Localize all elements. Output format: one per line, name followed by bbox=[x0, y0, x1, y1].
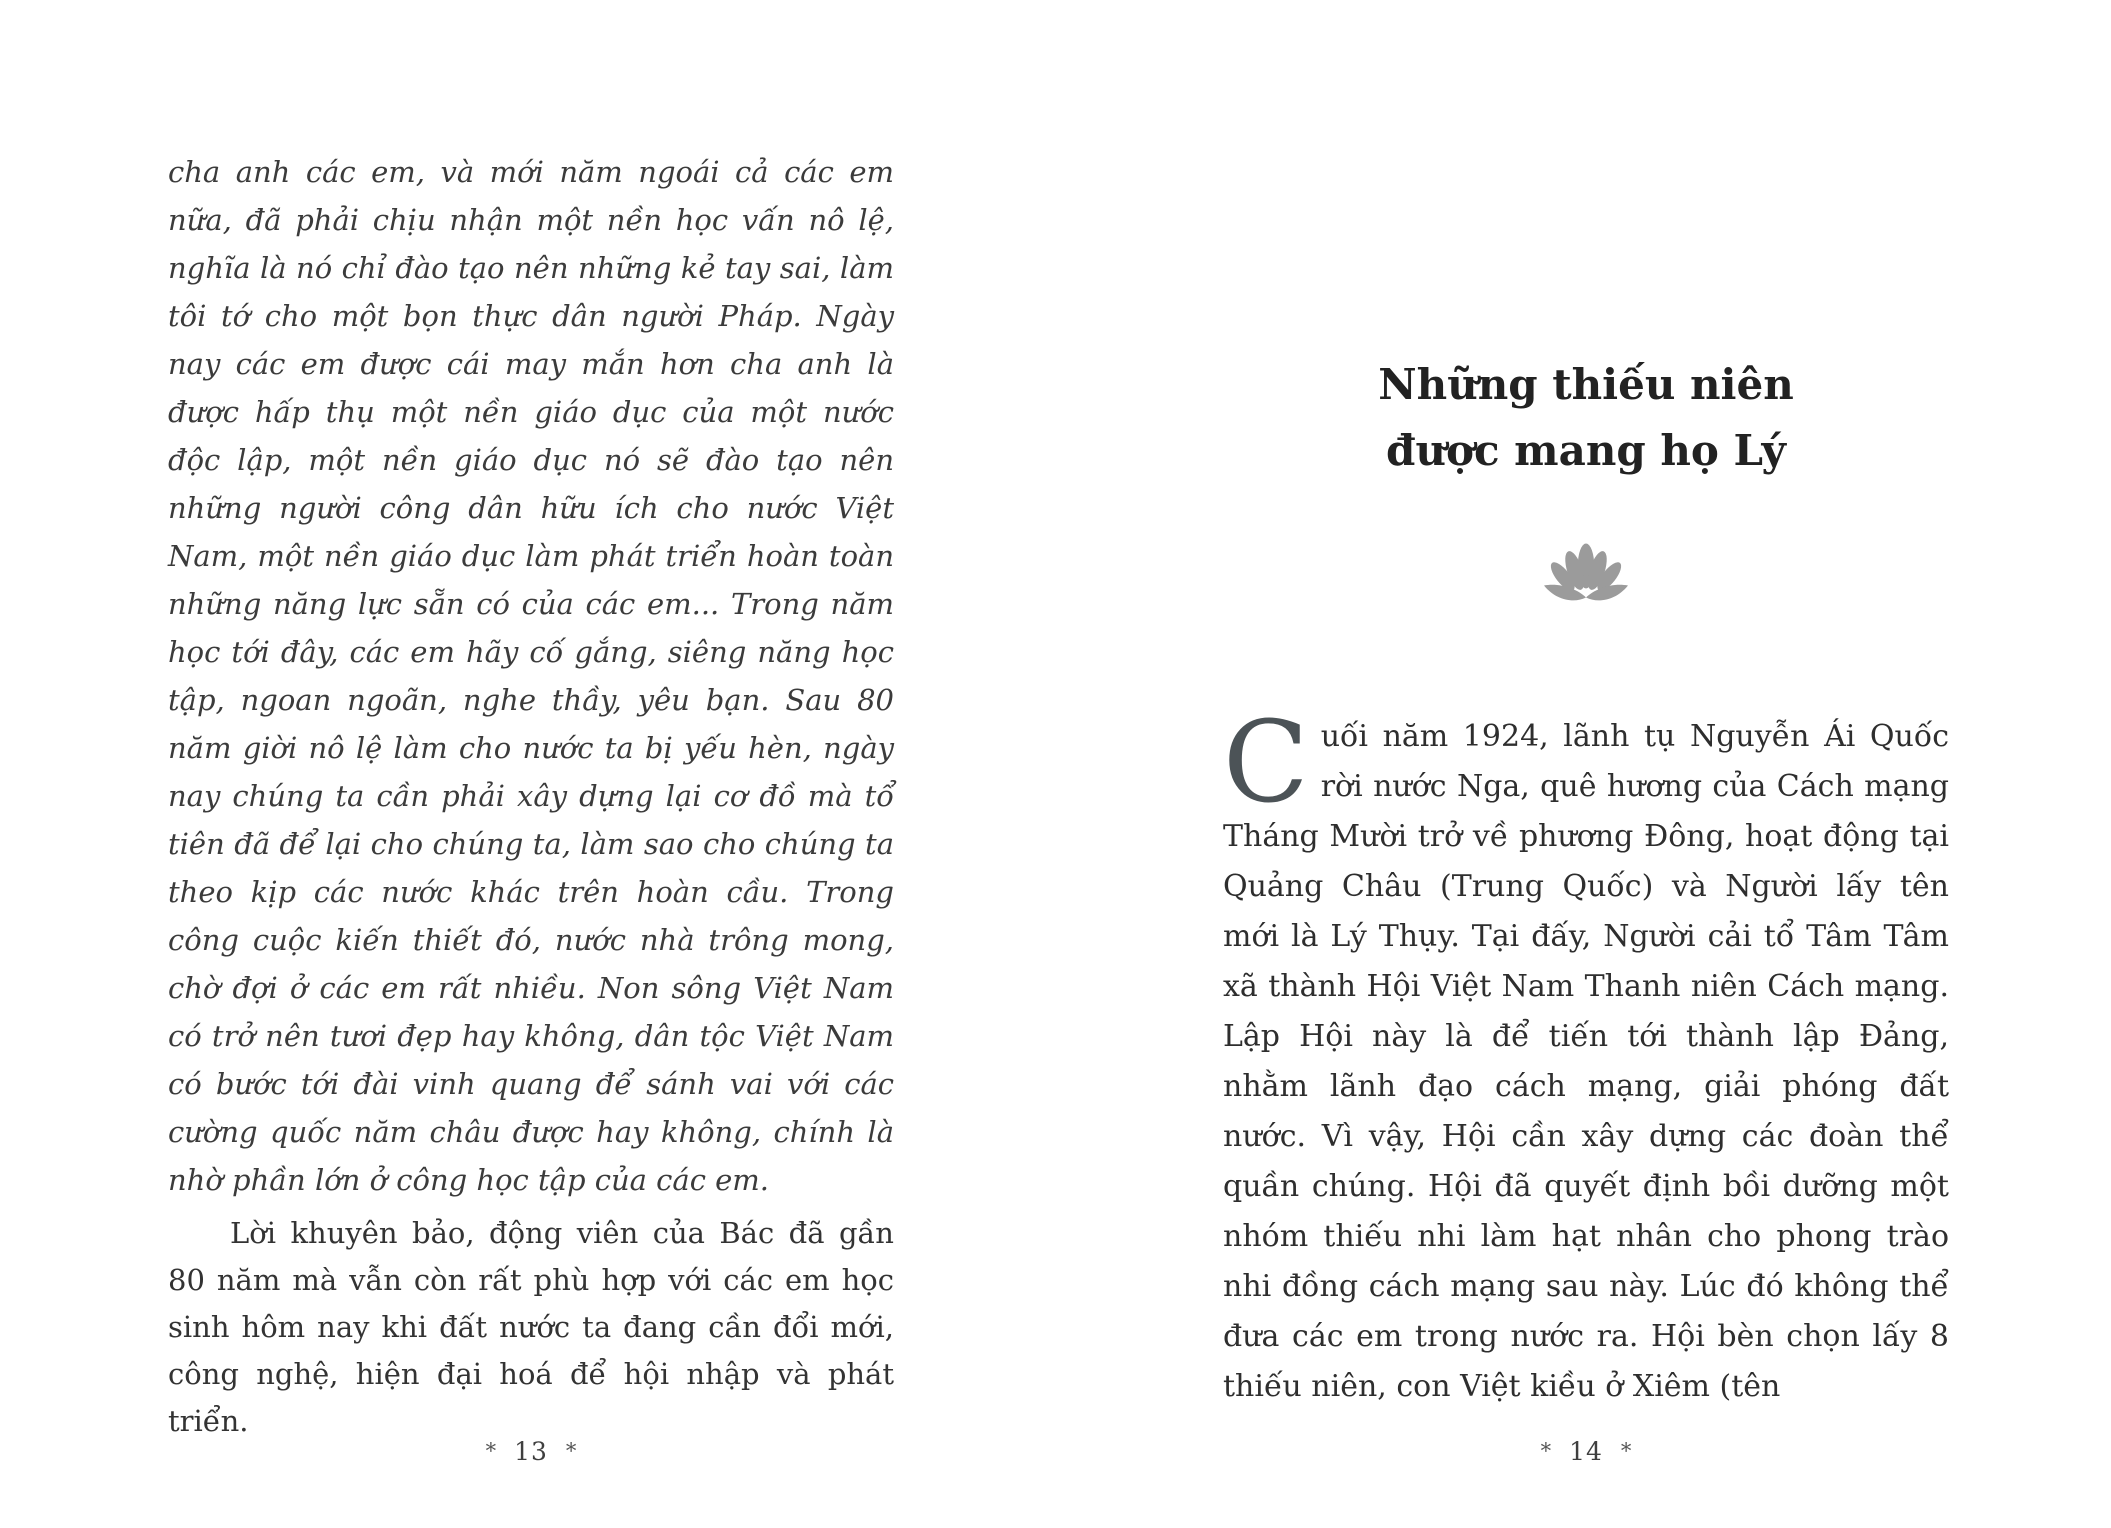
lotus-icon bbox=[1538, 589, 1634, 608]
drop-cap: C bbox=[1223, 698, 1309, 828]
footer-star-icon: * bbox=[565, 1439, 577, 1463]
quote-paragraph: cha anh các em, và mới năm ngoái cả các em nữa, đã phải chịu nhận một nền học vấn nô lệ, nghĩa là nó chỉ đào tạo nên những kẻ tay sai, làm tôi tớ cho một bọn thực dân người Pháp. Ngày nay các em được cái may mắn hơn cha anh là được hấp thụ một nền giáo dục của một nước độc lập, một nền giáo dục nó sẽ đào tạo nên những người công dân hữu ích cho nước Việt Nam, một nền giáo dục làm phát triển hoàn toàn những năng lực sẵn có của các em... Trong năm học tới đây, các em hãy cố gắng, siêng năng học tập, ngoan ngoãn, nghe thầy, yêu bạn. Sau 80 năm giời nô lệ làm cho nước ta bị yếu hèn, ngày nay chúng ta cần phải xây dựng lại cơ đồ mà tổ tiên đã để lại cho chúng ta, làm sao cho chúng ta theo kịp các nước khác trên hoàn cầu. Trong công cuộc kiến thiết đó, nước nhà trông mong, chờ đợi ở các em rất nhiều. Non sông Việt Nam có trở nên tươi đẹp hay không, dân tộc Việt Nam có bước tới đài vinh quang để sánh vai với các cường quốc năm châu được hay không, chính là nhờ phần lớn ở công học tập của các em. bbox=[168, 155, 894, 1197]
footer-star-icon: * bbox=[485, 1439, 497, 1463]
page-left bbox=[0, 0, 1055, 1528]
page-footer-left bbox=[168, 1437, 894, 1466]
page-footer-right bbox=[1223, 1437, 1949, 1466]
chapter-body bbox=[1223, 698, 1949, 1412]
left-text-block bbox=[168, 148, 894, 1445]
footer-star-icon: * bbox=[1540, 1439, 1552, 1463]
footer-star-icon: * bbox=[1620, 1439, 1632, 1463]
chapter-ornament bbox=[1223, 540, 1949, 608]
page-right bbox=[1055, 0, 2111, 1528]
chapter-title bbox=[1223, 352, 1949, 484]
page-number-right: 14 bbox=[1569, 1437, 1603, 1466]
chapter-title-line1: Những thiếu niên bbox=[1378, 360, 1794, 409]
chapter-title-line2: được mang họ Lý bbox=[1386, 426, 1786, 475]
body-paragraph-left: Lời khuyên bảo, động viên của Bác đã gần 80 năm mà vẫn còn rất phù hợp với các em học sinh hôm nay khi đất nước ta đang cần đổi mới, công nghệ, hiện đại hoá để hội nhập và phát triển. bbox=[168, 1216, 894, 1438]
body-paragraph-right: uối năm 1924, lãnh tụ Nguyễn Ái Quốc rời nước Nga, quê hương của Cách mạng Tháng Mười trở về phương Đông, hoạt động tại Quảng Châu (Trung Quốc) và Người lấy tên mới là Lý Thụy. Tại đấy, Người cải tổ Tâm Tâm xã thành Hội Việt Nam Thanh niên Cách mạng. Lập Hội này là để tiến tới thành lập Đảng, nhằm lãnh đạo cách mạng, giải phóng đất nước. Vì vậy, Hội cần xây dựng các đoàn thể quần chúng. Hội đã quyết định bồi dưỡng một nhóm thiếu nhi làm hạt nhân cho phong trào nhi đồng cách mạng sau này. Lúc đó không thể đưa các em trong nước ra. Hội bèn chọn lấy 8 thiếu niên, con Việt kiều ở Xiêm (tên bbox=[1223, 719, 1949, 1404]
page-number-left: 13 bbox=[514, 1437, 548, 1466]
